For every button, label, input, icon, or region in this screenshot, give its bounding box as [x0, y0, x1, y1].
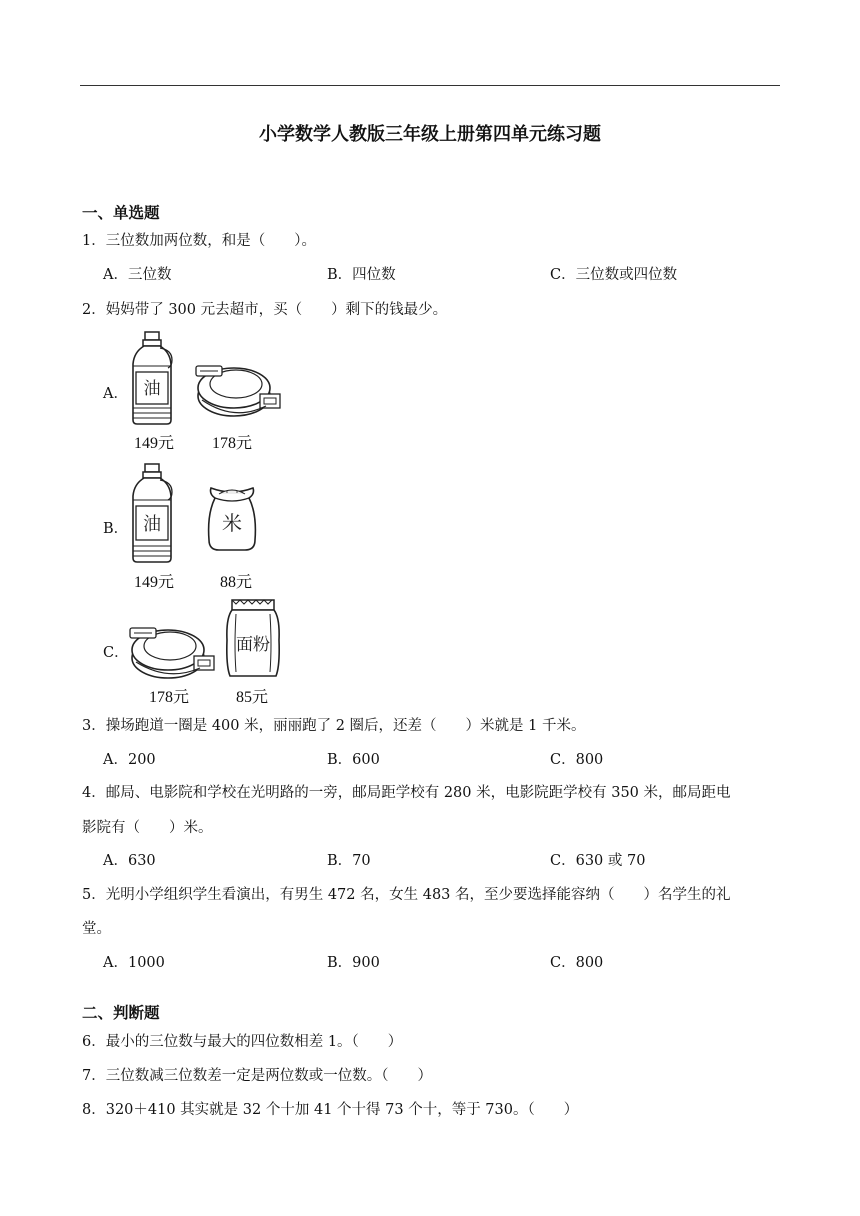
q1-option-a[interactable]: A．三位数 [103, 267, 172, 283]
section-heading-single-choice: 一、单选题 [82, 204, 160, 222]
header-rule [80, 85, 780, 86]
question-5-line-1: 5．光明小学组织学生看演出，有男生 472 名，女生 483 名，至少要选择能容纳（ ）名学生的礼 [82, 887, 731, 903]
q5-option-b[interactable]: B．900 [327, 955, 380, 971]
price-label: 149元 [134, 574, 175, 591]
price-label: 178元 [149, 689, 190, 706]
oil-bottle-icon [128, 462, 176, 564]
q1-option-b[interactable]: B．四位数 [327, 267, 396, 283]
flour-bag-icon [224, 596, 282, 680]
griddle-icon [128, 620, 218, 682]
q4-option-b[interactable]: B．70 [327, 853, 371, 869]
q5-option-c[interactable]: C．800 [550, 955, 604, 971]
q4-option-c[interactable]: C．630 或 70 [550, 853, 646, 869]
q4-option-a[interactable]: A．630 [103, 853, 156, 869]
q2-option-b-label[interactable]: B． [103, 521, 129, 537]
question-4-line-1: 4．邮局、电影院和学校在光明路的一旁，邮局距学校有 280 米，电影院距学校有 350 米，邮局距电 [82, 785, 731, 801]
question-4-line-2: 影院有（ ）米。 [82, 820, 213, 836]
q3-option-a[interactable]: A．200 [103, 752, 156, 768]
question-1: 1．三位数加两位数，和是（ ）。 [82, 233, 316, 249]
question-6: 6．最小的三位数与最大的四位数相差 1。（ ） [82, 1034, 403, 1050]
price-label: 149元 [134, 435, 175, 452]
q2-option-c-label[interactable]: C． [103, 645, 129, 661]
oil-bottle-label: 油 [143, 379, 161, 399]
oil-bottle-label: 油 [143, 514, 161, 535]
question-8: 8．320＋410 其实就是 32 个十加 41 个十得 73 个十，等于 730。（ ） [82, 1102, 579, 1118]
q3-option-b[interactable]: B．600 [327, 752, 380, 768]
rice-bag-label: 米 [222, 511, 242, 535]
question-2: 2．妈妈带了 300 元去超市，买（ ）剩下的钱最少。 [82, 302, 448, 318]
page-title: 小学数学人教版三年级上册第四单元练习题 [259, 124, 601, 145]
flour-bag-label: 面粉 [236, 635, 270, 655]
price-label: 85元 [236, 689, 269, 706]
question-3: 3．操场跑道一圈是 400 米，丽丽跑了 2 圈后，还差（ ）米就是 1 千米。 [82, 718, 586, 734]
q3-option-c[interactable]: C．800 [550, 752, 604, 768]
q2-option-a-label[interactable]: A． [103, 386, 128, 402]
q5-option-a[interactable]: A．1000 [103, 955, 165, 971]
section-heading-true-false: 二、判断题 [82, 1004, 160, 1022]
question-5-line-2: 堂。 [82, 921, 111, 937]
rice-bag-icon [205, 484, 259, 554]
oil-bottle-icon [128, 330, 176, 426]
price-label: 178元 [212, 435, 253, 452]
q1-option-c[interactable]: C．三位数或四位数 [550, 267, 678, 283]
griddle-icon [194, 358, 284, 422]
price-label: 88元 [220, 574, 253, 591]
question-7: 7．三位数减三位数差一定是两位数或一位数。（ ） [82, 1068, 432, 1084]
